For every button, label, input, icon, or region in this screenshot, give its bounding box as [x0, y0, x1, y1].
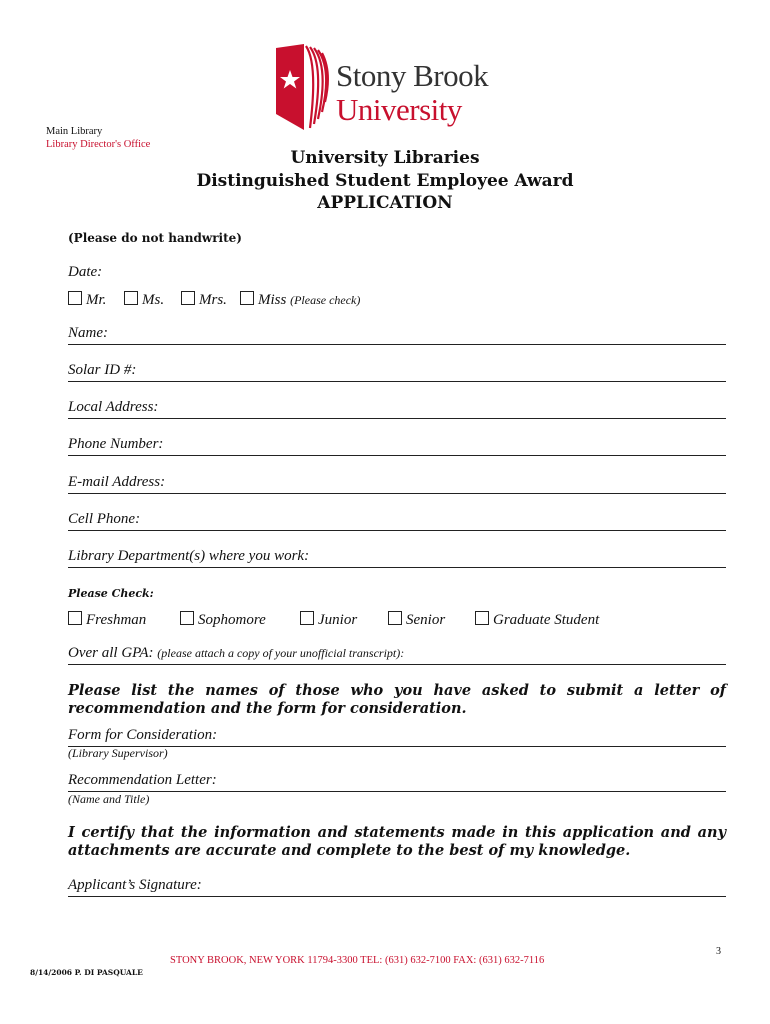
gpa-note: (please attach a copy of your unofficial transcript): [157, 646, 405, 660]
footer-revision: 8/14/2006 P. DI PASQUALE [30, 968, 143, 977]
certify-statement-line-2: attachments are accurate and complete to the best of my knowledge. [68, 842, 631, 859]
recommendation-instruction-line-1: Please list the names of those who you have asked to submit a letter of [68, 682, 726, 699]
checkbox[interactable] [68, 611, 82, 625]
title-line-3: APPLICATION [317, 193, 453, 213]
form-consideration-label: Form for Consideration: [68, 727, 218, 743]
name-field[interactable] [68, 322, 726, 345]
phone-number-label: Phone Number: [68, 436, 164, 452]
recommendation-letter-label: Recommendation Letter: [68, 772, 217, 788]
name-label: Name: [68, 325, 108, 341]
logo-wordmark-stony-brook: Stony Brook [336, 58, 489, 93]
title-line-1: University Libraries [290, 148, 480, 168]
shield-logo-icon [274, 44, 330, 130]
library-department-label: Library Department(s) where you work: [68, 548, 310, 564]
checkbox[interactable] [300, 611, 314, 625]
local-address-field[interactable] [68, 396, 726, 419]
phone-number-field[interactable] [68, 433, 726, 456]
gpa-field[interactable] [68, 642, 726, 665]
form-consideration-field[interactable] [68, 724, 726, 747]
cell-phone-label: Cell Phone: [68, 511, 141, 527]
local-address-label: Local Address: [68, 399, 159, 415]
office-name: Library Director's Office [46, 139, 151, 150]
certify-statement-line-1: I certify that the information and statements made in this application and any [68, 824, 726, 841]
salutation-group [68, 291, 468, 309]
gpa-label: Over all GPA: (please attach a copy of your unofficial transcript): [68, 645, 405, 661]
checkbox[interactable] [124, 291, 138, 305]
recommendation-letter-field[interactable] [68, 769, 726, 792]
salutation-option-miss[interactable]: Miss (Please check) [240, 291, 360, 309]
recommendation-letter-sublabel: (Name and Title) [68, 792, 150, 806]
class-option-graduate[interactable]: Graduate Student [475, 611, 599, 629]
form-consideration-sublabel: (Library Supervisor) [68, 746, 168, 760]
footer-address: STONY BROOK, NEW YORK 11794-3300 TEL: (631) 632-7100 FAX: (631) 632-7116 [170, 955, 545, 966]
solar-id-label: Solar ID #: [68, 362, 137, 378]
signature-field[interactable] [68, 874, 726, 897]
handwrite-instruction: (Please do not handwrite) [68, 231, 242, 245]
checkbox[interactable] [240, 291, 254, 305]
checkbox[interactable] [388, 611, 402, 625]
class-option-freshman[interactable]: Freshman [68, 611, 146, 629]
checkbox[interactable] [475, 611, 489, 625]
salutation-option-mr[interactable]: Mr. [68, 291, 106, 309]
cell-phone-field[interactable] [68, 508, 726, 531]
checkbox[interactable] [181, 291, 195, 305]
class-option-sophomore[interactable]: Sophomore [180, 611, 266, 629]
email-label: E-mail Address: [68, 474, 166, 490]
logo-wordmark-university: University [336, 92, 462, 127]
page-number: 3 [716, 946, 721, 957]
checkbox[interactable] [68, 291, 82, 305]
salutation-option-ms[interactable]: Ms. [124, 291, 164, 309]
checkbox[interactable] [180, 611, 194, 625]
library-department-field[interactable] [68, 545, 726, 568]
salutation-note: (Please check) [290, 293, 361, 307]
class-check-label: Please Check: [68, 587, 154, 600]
solar-id-field[interactable] [68, 359, 726, 382]
title-line-2: Distinguished Student Employee Award [196, 171, 574, 191]
class-year-group [68, 611, 668, 629]
recommendation-instruction-line-2: recommendation and the form for consideration. [68, 700, 467, 717]
university-logo [274, 44, 504, 132]
email-field[interactable] [68, 471, 726, 494]
date-label: Date: [68, 264, 103, 280]
signature-label: Applicant’s Signature: [68, 877, 202, 893]
office-location: Main Library [46, 126, 103, 137]
class-option-senior[interactable]: Senior [388, 611, 445, 629]
class-option-junior[interactable]: Junior [300, 611, 357, 629]
salutation-option-mrs[interactable]: Mrs. [181, 291, 227, 309]
